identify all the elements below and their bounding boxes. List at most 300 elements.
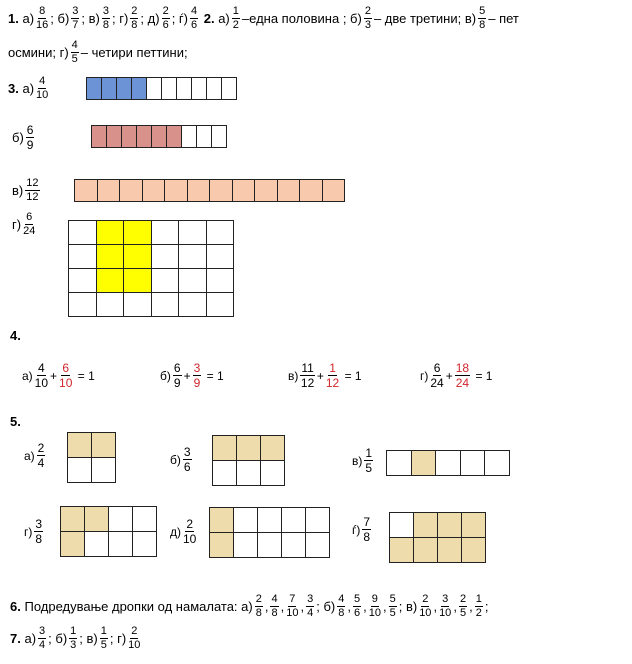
denominator: 9 <box>193 376 201 390</box>
q1-d-label: ; г) <box>112 11 129 26</box>
q3-b-strip <box>91 125 227 148</box>
cell <box>179 245 207 269</box>
denominator: 10 <box>128 639 141 651</box>
cell <box>69 269 97 293</box>
numerator: 18 <box>455 361 470 375</box>
q1-e-label: ; д) <box>140 11 160 26</box>
q2-c-text2: осмини <box>8 45 53 60</box>
cell-shaded <box>237 436 261 461</box>
cell <box>436 451 461 476</box>
numerator: 2 <box>422 593 429 605</box>
numerator: 11 <box>301 361 314 375</box>
q7-b-frac <box>69 626 77 651</box>
denominator: 9 <box>173 376 181 390</box>
q2-a-label: а) <box>218 11 230 26</box>
q6-b-frac-4 <box>389 594 397 619</box>
cell-shaded <box>188 180 211 202</box>
denominator: 6 <box>353 607 361 619</box>
q7-number: 7. <box>10 631 21 646</box>
numerator: 6 <box>26 123 34 137</box>
cell <box>179 293 207 317</box>
q4-c-frac1 <box>300 362 314 389</box>
numerator: 4 <box>39 75 46 87</box>
denominator: 12 <box>26 191 39 203</box>
cell-shaded <box>414 538 438 563</box>
denominator: 8 <box>479 19 486 31</box>
separator: , <box>433 599 438 614</box>
q5-f-frac <box>362 516 371 543</box>
cell <box>69 221 97 245</box>
q3-c-label: в) <box>12 183 24 198</box>
cell-shaded <box>278 180 301 202</box>
q5-f-label: ѓ) <box>352 522 361 537</box>
cell-shaded <box>462 513 486 538</box>
denominator: 10 <box>286 607 299 619</box>
plus-sign: + <box>316 368 324 383</box>
numerator: 3 <box>307 593 314 605</box>
numerator: 3 <box>442 593 449 605</box>
separator: , <box>347 599 351 614</box>
cell-shaded <box>233 180 256 202</box>
numerator: 2 <box>37 441 45 455</box>
numerator: 6 <box>26 211 33 223</box>
cell <box>182 126 197 148</box>
cell-shaded <box>85 507 109 532</box>
q4-d <box>420 362 492 389</box>
cell <box>461 451 486 476</box>
cell <box>69 293 97 317</box>
q1-e-frac <box>162 6 170 31</box>
q6-b-label: ; б) <box>316 599 336 614</box>
q4-b-label: б) <box>160 368 171 383</box>
cell-shaded <box>152 126 167 148</box>
separator: , <box>280 599 285 614</box>
denominator: 16 <box>36 19 49 31</box>
q3-b-label: б) <box>12 130 24 145</box>
q4-c-label: в) <box>288 368 299 383</box>
q2-c-label: в) <box>464 11 477 26</box>
cell <box>179 269 207 293</box>
cell-shaded <box>261 436 285 461</box>
denominator: 4 <box>39 639 46 651</box>
q6-c-frac-1 <box>419 594 431 619</box>
cell <box>152 221 180 245</box>
separator: , <box>264 599 269 614</box>
numerator: 6 <box>173 361 181 375</box>
denominator: 24 <box>430 376 444 390</box>
q2-c-frac <box>478 6 486 31</box>
numerator: 2 <box>131 625 138 637</box>
q5-b-label-row <box>170 446 194 473</box>
q1-line <box>8 6 519 31</box>
cell-shaded <box>167 126 182 148</box>
numerator: 3 <box>183 445 191 459</box>
denominator: 8 <box>338 607 345 619</box>
cell <box>306 508 330 533</box>
q3-a-strip <box>86 77 237 100</box>
cell-shaded <box>124 221 152 245</box>
q2-c-text: – пет <box>488 11 519 26</box>
denominator: 2 <box>475 607 482 619</box>
cell-shaded <box>438 538 462 563</box>
q2-b-label: ; б) <box>342 11 362 26</box>
denominator: 2 <box>232 19 239 31</box>
cell-shaded <box>68 433 92 458</box>
q1-number: 1. <box>8 11 19 26</box>
numerator: 3 <box>39 625 46 637</box>
numerator: 7 <box>363 515 371 529</box>
cell <box>485 451 510 476</box>
numerator: 5 <box>479 5 486 17</box>
q2-a-frac <box>232 6 240 31</box>
cell-shaded <box>97 269 125 293</box>
q4-b-frac1 <box>173 362 182 389</box>
numerator: 4 <box>190 5 198 17</box>
numerator: 5 <box>389 593 396 605</box>
numerator: 5 <box>353 593 361 605</box>
denominator: 5 <box>71 53 78 65</box>
numerator: 12 <box>26 177 39 189</box>
cell-shaded <box>462 538 486 563</box>
cell-shaded <box>323 180 346 202</box>
q7-d-label: ; г) <box>109 631 127 646</box>
cell-shaded <box>117 78 132 100</box>
cell-shaded <box>124 245 152 269</box>
q1-c-label: ; в) <box>81 11 100 26</box>
q5-number: 5. <box>10 414 21 429</box>
q1-f-label: ; ѓ) <box>171 11 188 26</box>
plus-sign: + <box>183 368 191 383</box>
q5-d-grid <box>60 506 157 557</box>
cell-shaded <box>92 126 107 148</box>
denominator: 8 <box>131 19 138 31</box>
q1-f-frac <box>190 6 198 31</box>
cell <box>85 532 109 557</box>
cell <box>213 461 237 486</box>
q4-d-frac1 <box>430 362 443 389</box>
denominator: 8 <box>102 19 109 31</box>
q2-d-frac <box>71 40 79 65</box>
cell <box>258 508 282 533</box>
cell <box>69 245 97 269</box>
cell <box>212 126 227 148</box>
q3-d-label: г) <box>12 217 22 232</box>
cell <box>207 293 235 317</box>
cell <box>207 221 235 245</box>
denominator: 5 <box>389 607 396 619</box>
cell <box>390 513 414 538</box>
denominator: 10 <box>368 607 381 619</box>
numerator: 2 <box>364 5 371 17</box>
q5-c-label-row <box>352 447 375 474</box>
cell-shaded <box>97 245 125 269</box>
q5-b-grid <box>212 435 285 486</box>
cell-shaded <box>75 180 98 202</box>
numerator: 1 <box>329 361 336 375</box>
cell-shaded <box>213 436 237 461</box>
q6-b-frac-2 <box>353 594 361 619</box>
q5-e-grid <box>209 507 330 558</box>
q5-d-frac <box>34 518 43 545</box>
cell <box>197 126 212 148</box>
cell-shaded <box>255 180 278 202</box>
q2-b-text: – две третини; <box>373 11 462 26</box>
cell <box>306 533 330 558</box>
q3-c-strip <box>74 179 345 202</box>
cell <box>258 533 282 558</box>
cell <box>261 461 285 486</box>
cell-shaded <box>122 126 137 148</box>
cell <box>97 293 125 317</box>
separator: , <box>453 599 457 614</box>
numerator: 2 <box>459 593 467 605</box>
q1-b-label: ; б) <box>50 11 70 26</box>
denominator: 5 <box>459 607 467 619</box>
q4-b-result: = 1 <box>206 368 224 383</box>
q6-c-frac-2 <box>439 594 451 619</box>
q5-a-grid <box>67 432 116 483</box>
cell <box>179 221 207 245</box>
q1-d-frac <box>130 6 138 31</box>
q5-b-frac <box>183 446 192 473</box>
q7-line <box>10 626 142 651</box>
q7-b-label: ; б) <box>48 631 68 646</box>
numerator: 2 <box>186 517 194 531</box>
q4-a-label: а) <box>22 368 33 383</box>
denominator: 5 <box>100 639 107 651</box>
q6-text: Подредување дропки од намалата: а) <box>24 599 253 614</box>
q5-a-label: а) <box>24 448 35 463</box>
denominator: 10 <box>59 376 73 390</box>
cell <box>207 78 222 100</box>
denominator: 10 <box>36 89 49 101</box>
plus-sign: + <box>50 368 58 383</box>
denominator: 8 <box>255 607 262 619</box>
q6-a-frac-2 <box>270 594 278 619</box>
q3-a-frac <box>36 76 48 101</box>
q6-a-frac-3 <box>286 594 298 619</box>
cell <box>92 458 116 483</box>
separator: , <box>469 599 473 614</box>
denominator: 6 <box>183 460 191 474</box>
q6-a-frac-4 <box>306 594 314 619</box>
q3-a-label: а) <box>22 81 35 96</box>
cell-shaded <box>412 451 437 476</box>
q4-d-label: г) <box>420 368 429 383</box>
q4-c-frac2 <box>326 362 339 389</box>
cell-shaded <box>98 180 121 202</box>
q1-b-frac <box>71 6 79 31</box>
cell-shaded <box>210 533 234 558</box>
cell-shaded <box>137 126 152 148</box>
denominator: 24 <box>455 376 470 390</box>
numerator: 9 <box>371 593 378 605</box>
q4-d-frac2 <box>455 362 470 389</box>
q5-c-grid <box>386 450 510 476</box>
separator: , <box>300 599 305 614</box>
q7-a-frac <box>38 626 46 651</box>
numerator: 4 <box>338 593 345 605</box>
denominator: 4 <box>307 607 314 619</box>
q5-c-frac <box>364 447 373 474</box>
separator: , <box>382 599 387 614</box>
numerator: 1 <box>100 625 107 637</box>
denominator: 5 <box>365 461 373 475</box>
cell <box>109 507 133 532</box>
q7-d-frac <box>128 626 140 651</box>
denominator: 12 <box>300 376 315 390</box>
q7-a-label: а) <box>24 631 37 646</box>
cell <box>152 269 180 293</box>
cell-shaded <box>97 221 125 245</box>
q3-d-row <box>12 212 37 237</box>
cell-shaded <box>102 78 117 100</box>
q6-c-frac-4 <box>475 594 483 619</box>
cell-shaded <box>107 126 122 148</box>
denominator: 4 <box>37 456 45 470</box>
q3-c-row <box>12 178 42 203</box>
numerator: 4 <box>271 593 278 605</box>
q4-d-result: = 1 <box>475 368 493 383</box>
denominator: 8 <box>271 607 278 619</box>
cell <box>124 293 152 317</box>
q6-c-label: ; в) <box>398 599 418 614</box>
cell-shaded <box>165 180 188 202</box>
q4-number: 4. <box>10 328 21 343</box>
cell <box>133 507 157 532</box>
q2-d-text: – четири петтини; <box>80 45 188 60</box>
q4-a-result: = 1 <box>77 368 95 383</box>
cell-shaded <box>87 78 102 100</box>
cell <box>133 532 157 557</box>
numerator: 1 <box>365 446 373 460</box>
cell-shaded <box>414 513 438 538</box>
q5-f-label-row <box>352 516 373 543</box>
denominator: 24 <box>23 225 36 237</box>
denominator: 6 <box>162 19 169 31</box>
q6-c-frac-3 <box>459 594 467 619</box>
cell <box>177 78 192 100</box>
cell <box>282 533 306 558</box>
q1-a-frac <box>36 6 48 31</box>
q3-b-frac <box>26 124 35 151</box>
cell-shaded <box>92 433 116 458</box>
numerator: 2 <box>162 5 169 17</box>
terminator: ; <box>484 599 489 614</box>
cell <box>109 532 133 557</box>
plus-sign: + <box>445 368 453 383</box>
cell <box>207 269 235 293</box>
q4-b <box>160 362 224 389</box>
cell <box>282 508 306 533</box>
numerator: 1 <box>475 593 482 605</box>
q2-line2 <box>8 40 188 65</box>
cell-shaded <box>61 532 85 557</box>
q4-c-result: = 1 <box>344 368 362 383</box>
q3-a-row <box>8 76 50 101</box>
denominator: 8 <box>363 530 371 544</box>
q6-a-frac-1 <box>255 594 263 619</box>
cell <box>192 78 207 100</box>
q4-a <box>22 362 95 389</box>
denominator: 3 <box>364 19 371 31</box>
q1-a-label: а) <box>22 11 35 26</box>
q1-c-frac <box>102 6 110 31</box>
numerator: 3 <box>72 5 79 17</box>
q4-c <box>288 362 362 389</box>
denominator: 3 <box>70 639 77 651</box>
cell <box>222 78 237 100</box>
q5-e-label-row <box>170 518 198 545</box>
numerator: 6 <box>433 361 441 375</box>
cell-shaded <box>300 180 323 202</box>
cell-shaded <box>438 513 462 538</box>
q5-a-frac <box>37 442 46 469</box>
q3-d-frac <box>23 212 35 237</box>
denominator: 10 <box>34 376 49 390</box>
cell <box>237 461 261 486</box>
q3-c-frac <box>25 178 39 203</box>
q5-f-grid <box>389 512 486 563</box>
denominator: 10 <box>439 607 452 619</box>
cell <box>152 293 180 317</box>
cell <box>207 245 235 269</box>
cell <box>68 458 92 483</box>
cell-shaded <box>143 180 166 202</box>
separator: , <box>363 599 367 614</box>
q4-a-frac2 <box>59 362 72 389</box>
numerator: 2 <box>255 593 262 605</box>
numerator: 4 <box>38 361 45 375</box>
q7-c-label: ; в) <box>79 631 98 646</box>
denominator: 7 <box>72 19 79 31</box>
q4-a-frac1 <box>35 362 48 389</box>
q6-number: 6. <box>10 599 21 614</box>
q2-b-frac <box>364 6 372 31</box>
cell-shaded <box>390 538 414 563</box>
q3-d-grid <box>68 220 234 317</box>
cell <box>152 245 180 269</box>
denominator: 9 <box>26 138 34 152</box>
cell-shaded <box>210 180 233 202</box>
q5-e-label: д) <box>170 524 181 539</box>
cell-shaded <box>210 508 234 533</box>
q6-b-frac-1 <box>337 594 345 619</box>
q5-d-label-row <box>24 518 45 545</box>
numerator: 3 <box>102 5 109 17</box>
q5-e-frac <box>183 518 196 545</box>
denominator: 8 <box>35 532 43 546</box>
q5-d-label: г) <box>24 524 33 539</box>
q6-line <box>10 594 488 619</box>
numerator: 4 <box>71 39 78 51</box>
denominator: 10 <box>419 607 432 619</box>
q3-b-row <box>12 124 36 151</box>
q2-d-label: ; г) <box>52 45 69 60</box>
q2-a-text: –една половина <box>241 11 340 26</box>
numerator: 6 <box>62 361 70 375</box>
cell-shaded <box>132 78 147 100</box>
cell-shaded <box>124 269 152 293</box>
cell <box>147 78 162 100</box>
numerator: 3 <box>35 517 43 531</box>
denominator: 10 <box>183 532 197 546</box>
q2-number: 2. <box>203 11 215 26</box>
cell <box>387 451 412 476</box>
q4-b-frac2 <box>193 362 202 389</box>
q5-a-label-row <box>24 442 47 469</box>
cell-shaded <box>61 507 85 532</box>
